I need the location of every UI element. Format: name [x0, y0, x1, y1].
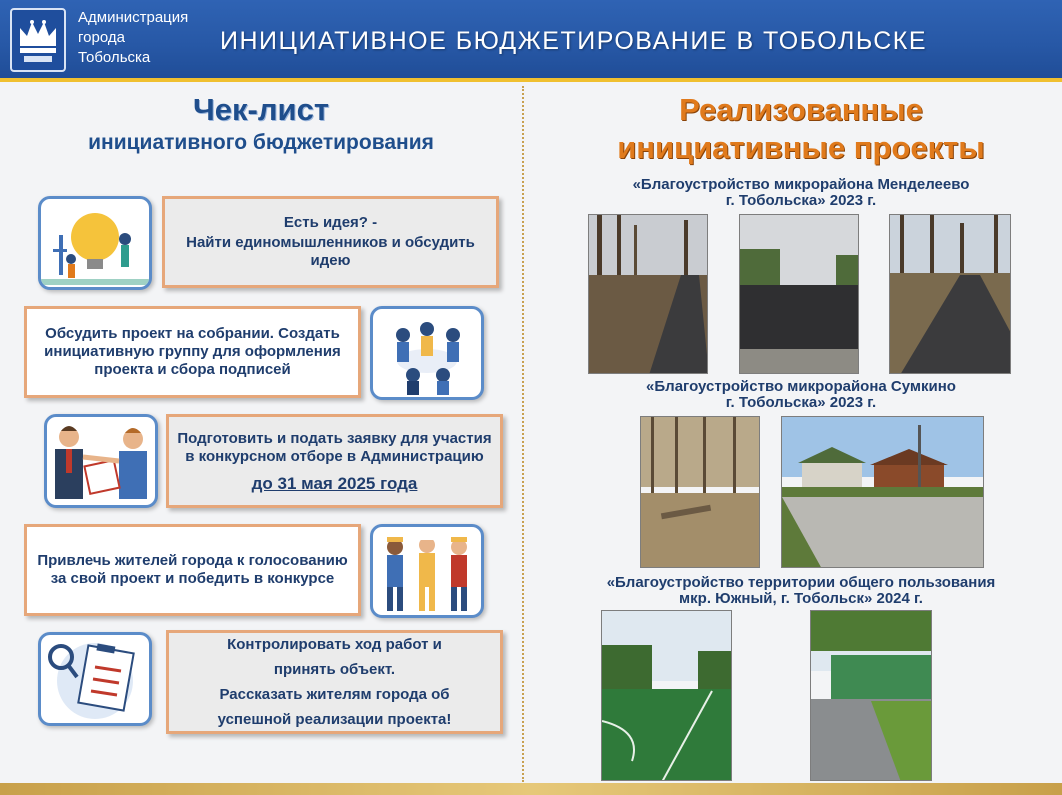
- step-1-line-2: Найти единомышленников и обсудить идею: [186, 234, 475, 269]
- meeting-group-icon: [370, 306, 484, 400]
- project-3-photo-2: [810, 610, 932, 781]
- checklist-step-2: [24, 306, 361, 398]
- page-title: ИНИЦИАТИВНОЕ БЮДЖЕТИРОВАНИЕ В ТОБОЛЬСКЕ: [220, 27, 927, 55]
- project-1-photo-1: [588, 214, 708, 374]
- project-1-caption: [560, 177, 1042, 209]
- project-2-caption-line-2: г. Тобольска» 2023 г.: [725, 394, 877, 411]
- clipboard-checklist-icon: [38, 632, 152, 726]
- project-1-photo-2: [739, 214, 859, 374]
- project-1-caption-line-2: г. Тобольска» 2023 г.: [725, 192, 877, 209]
- step-3-line-1: Подготовить и подать заявку для участия в конкурсном отборе в Администрацию: [177, 429, 492, 465]
- crown-crest-icon: [10, 8, 66, 72]
- step-5-line-2: принять объект.: [273, 661, 396, 678]
- step-5-line-3: Рассказать жителям города об: [219, 686, 450, 703]
- footer-band: [0, 783, 1062, 795]
- admin-line-3: Тобольска: [78, 49, 151, 66]
- project-3-caption-line-2: мкр. Южный, г. Тобольск» 2024 г.: [679, 590, 923, 607]
- project-1-photo-3: [889, 214, 1011, 374]
- project-2-caption: [560, 379, 1042, 411]
- administration-name: [78, 8, 188, 68]
- step-5-line-1: Контролировать ход работ и: [227, 636, 442, 653]
- project-3-caption-line-1: «Благоустройство территории общего пользования: [606, 574, 996, 591]
- checklist-step-1: [162, 196, 499, 288]
- admin-line-1: Администрация: [78, 9, 189, 26]
- lightbulb-team-icon: [38, 196, 152, 290]
- step-1-line-1: Есть идея? -: [283, 214, 378, 231]
- projects-title-line-1: Реализованные: [679, 92, 923, 127]
- checklist-subtitle: инициативного бюджетирования: [88, 131, 434, 154]
- checklist-title: Чек-лист: [192, 92, 330, 127]
- project-1-caption-line-1: «Благоустройство микрорайона Менделеево: [632, 176, 970, 193]
- step-2-line-1: Обсудить проект на собрании. Создать инициативную группу для оформления проекта и сбора подписей: [44, 325, 341, 378]
- handshake-application-icon: [44, 414, 158, 508]
- step-5-line-4: успешной реализации проекта!: [217, 711, 452, 728]
- step-4-line-1: Привлечь жителей города к голосованию за свой проект и победить в конкурсе: [37, 552, 348, 587]
- page-header: [0, 0, 1062, 82]
- project-3-caption: [560, 575, 1042, 607]
- project-2-photo-2: [781, 416, 984, 568]
- project-2-caption-line-1: «Благоустройство микрорайона Сумкино: [646, 378, 956, 395]
- workers-icon: [370, 524, 484, 618]
- checklist-step-3: [166, 414, 503, 508]
- admin-line-2: города: [78, 29, 125, 46]
- application-deadline: до 31 мая 2025 года: [251, 473, 418, 493]
- column-divider: [522, 86, 524, 782]
- checklist-step-5: [166, 630, 503, 734]
- project-2-photo-1: [640, 416, 760, 568]
- projects-title-line-2: инициативные проекты: [617, 130, 985, 165]
- checklist-step-4: [24, 524, 361, 616]
- project-3-photo-1: [601, 610, 732, 781]
